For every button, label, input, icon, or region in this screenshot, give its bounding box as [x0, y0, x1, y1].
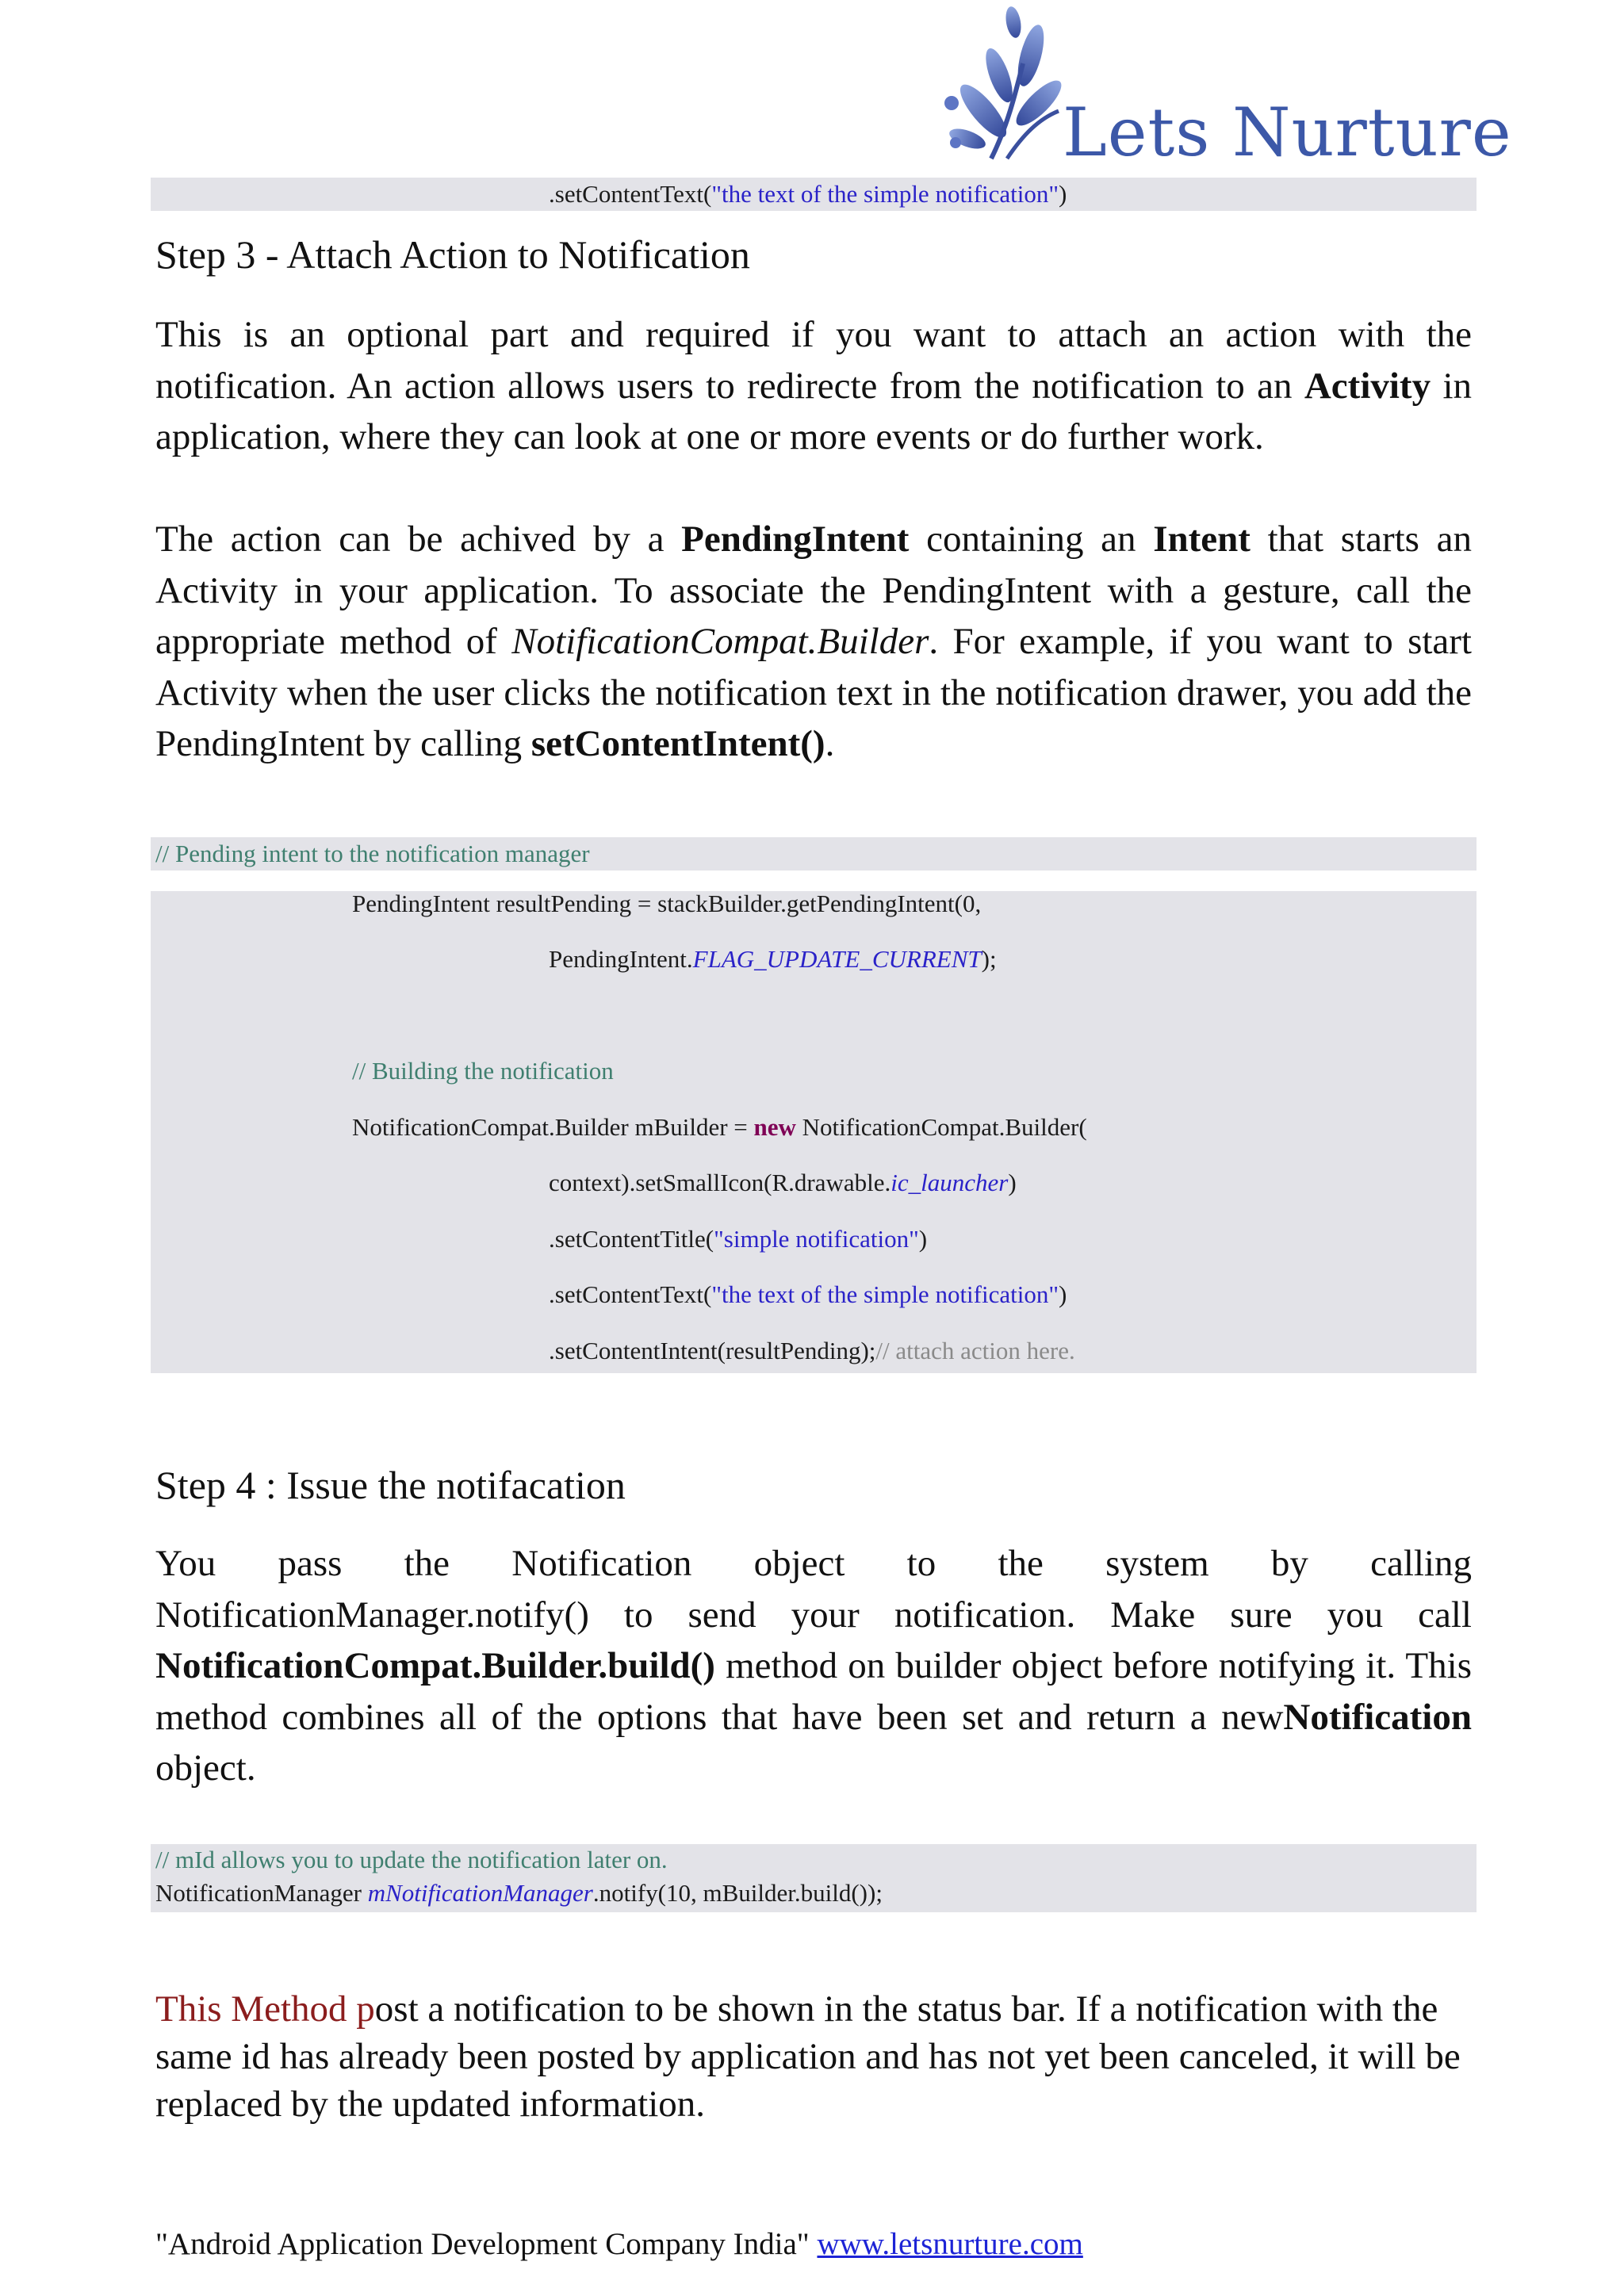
step3-heading: Step 3 - Attach Action to Notification [155, 232, 750, 277]
code-comment: // Pending intent to the notification manager [155, 840, 590, 867]
code-band-comment [151, 837, 1477, 871]
code-line: .setContentText("the text of the simple notification") [549, 1280, 1067, 1308]
code-block-notify [151, 1844, 1477, 1912]
code-line: .setContentText("the text of the simple notification") [549, 180, 1067, 208]
step3-paragraph-2: The action can be achived by a PendingIntent containing an Intent that starts an Activity in your application. To associate the PendingIntent with a gesture, call the appropriate method of NotificationCompat.Builder. For example, if you want to start Activity when the user clicks the notification text in the notification drawer, you add the PendingIntent by calling setContentIntent(). [155, 519, 1472, 764]
code-line: .setContentIntent(resultPending);// attach action here. [549, 1337, 1075, 1364]
method-note-paragraph: This Method post a notification to be shown in the status bar. If a notification with the same id has already been posted by application and has not yet been canceled, it will be replaced by the updated information. [155, 1988, 1461, 2125]
code-band-top [151, 178, 1477, 211]
code-block-notification-builder [151, 891, 1477, 1373]
step3-paragraph-1: This is an optional part and required if you want to attach an action with the notification. An action allows users to redirecte from the notification to an Activity in application, where they can look at one or more events or do further work. [155, 314, 1472, 457]
code-line: NotificationCompat.Builder mBuilder = new NotificationCompat.Builder( [352, 1113, 1087, 1141]
code-line: NotificationManager mNotificationManager.notify(10, mBuilder.build()); [155, 1879, 883, 1907]
footer [155, 2226, 1083, 2262]
logo-text: Lets Nurture [1063, 94, 1512, 171]
step4-paragraph [155, 1538, 1472, 1794]
step4-heading: Step 4 : Issue the notifacation [155, 1463, 626, 1507]
step4-paragraph-line-1: You pass the Notification object to the system by calling [155, 1543, 1472, 1584]
code-line: context).setSmallIcon(R.drawable.ic_launcher) [549, 1169, 1017, 1196]
code-comment: // mId allows you to update the notification later on. [155, 1846, 668, 1873]
code-line: PendingIntent resultPending = stackBuilder.getPendingIntent(0, [352, 890, 982, 917]
footer-text: "Android Application Development Company India" [155, 2227, 818, 2261]
code-line: PendingIntent.FLAG_UPDATE_CURRENT); [549, 945, 997, 973]
code-comment: // Building the notification [352, 1057, 614, 1085]
code-line: .setContentTitle("simple notification") [549, 1225, 928, 1253]
footer-website-link[interactable]: www.letsnurture.com [817, 2227, 1083, 2261]
step4-paragraph-rest: NotificationManager.notify() to send your notification. Make sure you call NotificationCompat.Builder.build() method on builder object before notifying it. This method combines all of the options that have been set and return a newNotification object. [155, 1594, 1472, 1789]
